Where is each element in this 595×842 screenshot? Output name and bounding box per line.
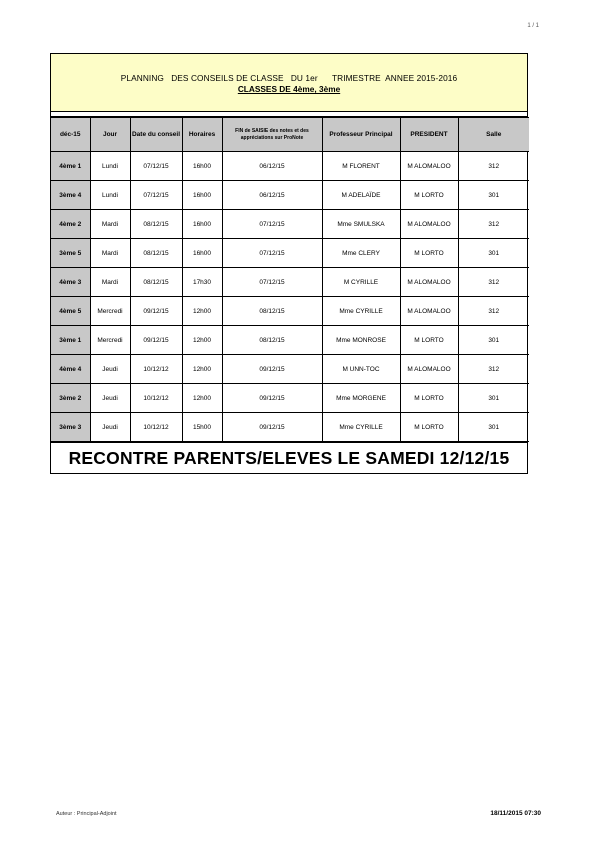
cell-council-date: 08/12/15 bbox=[130, 268, 182, 297]
cell-room: 301 bbox=[458, 326, 529, 355]
cell-grading-deadline: 08/12/15 bbox=[222, 326, 322, 355]
cell-grading-deadline: 06/12/15 bbox=[222, 181, 322, 210]
table-row bbox=[51, 297, 529, 326]
cell-time: 17h30 bbox=[182, 268, 222, 297]
cell-council-date: 08/12/15 bbox=[130, 210, 182, 239]
cell-head-teacher: Mme CYRILLE bbox=[322, 297, 400, 326]
cell-room: 312 bbox=[458, 152, 529, 181]
cell-time: 16h00 bbox=[182, 239, 222, 268]
cell-room: 301 bbox=[458, 384, 529, 413]
schedule-table bbox=[51, 117, 529, 442]
cell-head-teacher: M UNN-TOC bbox=[322, 355, 400, 384]
cell-president: M LORTO bbox=[400, 384, 458, 413]
cell-council-date: 07/12/15 bbox=[130, 152, 182, 181]
document-subtitle: CLASSES DE 4ème, 3ème bbox=[237, 84, 341, 94]
cell-president: M ALOMALOO bbox=[400, 152, 458, 181]
cell-room: 301 bbox=[458, 181, 529, 210]
cell-day: Jeudi bbox=[90, 355, 130, 384]
cell-council-date: 07/12/15 bbox=[130, 181, 182, 210]
cell-room: 312 bbox=[458, 355, 529, 384]
cell-head-teacher: M FLORENT bbox=[322, 152, 400, 181]
table-row bbox=[51, 413, 529, 442]
cell-head-teacher: M CYRILLE bbox=[322, 268, 400, 297]
cell-president: M ALOMALOO bbox=[400, 355, 458, 384]
cell-day: Mardi bbox=[90, 239, 130, 268]
title-box bbox=[51, 54, 527, 112]
cell-grading-deadline: 09/12/15 bbox=[222, 355, 322, 384]
cell-class: 4ème 2 bbox=[51, 210, 90, 239]
cell-grading-deadline: 09/12/15 bbox=[222, 413, 322, 442]
table-row bbox=[51, 181, 529, 210]
cell-president: M LORTO bbox=[400, 181, 458, 210]
cell-grading-deadline: 06/12/15 bbox=[222, 152, 322, 181]
table-row bbox=[51, 152, 529, 181]
table-row bbox=[51, 326, 529, 355]
table-row bbox=[51, 384, 529, 413]
cell-time: 12h00 bbox=[182, 384, 222, 413]
cell-president: M ALOMALOO bbox=[400, 210, 458, 239]
parents-meeting-banner: RECONTRE PARENTS/ELEVES LE SAMEDI 12/12/15 bbox=[51, 442, 527, 473]
cell-president: M LORTO bbox=[400, 326, 458, 355]
cell-room: 301 bbox=[458, 239, 529, 268]
cell-president: M ALOMALOO bbox=[400, 268, 458, 297]
cell-head-teacher: Mme SMULSKA bbox=[322, 210, 400, 239]
page-number: 1 / 1 bbox=[527, 23, 539, 29]
cell-class: 4ème 4 bbox=[51, 355, 90, 384]
cell-time: 16h00 bbox=[182, 181, 222, 210]
print-timestamp: 18/11/2015 07:30 bbox=[490, 810, 541, 817]
cell-time: 16h00 bbox=[182, 152, 222, 181]
cell-council-date: 10/12/12 bbox=[130, 355, 182, 384]
cell-class: 3ème 1 bbox=[51, 326, 90, 355]
header-time: Horaires bbox=[182, 118, 222, 152]
table-header-row bbox=[51, 118, 529, 152]
cell-grading-deadline: 07/12/15 bbox=[222, 268, 322, 297]
cell-head-teacher: Mme MORGENE bbox=[322, 384, 400, 413]
cell-head-teacher: Mme MONROSE bbox=[322, 326, 400, 355]
table-row bbox=[51, 210, 529, 239]
header-room: Salle bbox=[458, 118, 529, 152]
header-month: déc-15 bbox=[51, 118, 90, 152]
cell-day: Jeudi bbox=[90, 384, 130, 413]
cell-day: Mardi bbox=[90, 268, 130, 297]
cell-day: Mardi bbox=[90, 210, 130, 239]
cell-time: 12h00 bbox=[182, 355, 222, 384]
table-row bbox=[51, 239, 529, 268]
cell-council-date: 09/12/15 bbox=[130, 326, 182, 355]
header-council-date: Date du conseil bbox=[130, 118, 182, 152]
cell-council-date: 08/12/15 bbox=[130, 239, 182, 268]
cell-grading-deadline: 08/12/15 bbox=[222, 297, 322, 326]
cell-time: 12h00 bbox=[182, 326, 222, 355]
cell-day: Mercredi bbox=[90, 297, 130, 326]
cell-council-date: 09/12/15 bbox=[130, 297, 182, 326]
author-note: Auteur : Principal-Adjoint bbox=[56, 811, 117, 817]
cell-class: 3ème 3 bbox=[51, 413, 90, 442]
cell-head-teacher: Mme CLERY bbox=[322, 239, 400, 268]
header-head-teacher: Professeur Principal bbox=[322, 118, 400, 152]
table-row bbox=[51, 268, 529, 297]
cell-grading-deadline: 07/12/15 bbox=[222, 210, 322, 239]
cell-room: 312 bbox=[458, 297, 529, 326]
cell-class: 3ème 5 bbox=[51, 239, 90, 268]
cell-president: M ALOMALOO bbox=[400, 297, 458, 326]
cell-room: 301 bbox=[458, 413, 529, 442]
cell-council-date: 10/12/12 bbox=[130, 384, 182, 413]
cell-grading-deadline: 07/12/15 bbox=[222, 239, 322, 268]
header-grading-deadline: FIN de SAISIE des notes et des appréciations sur ProNote bbox=[222, 118, 322, 152]
cell-class: 4ème 5 bbox=[51, 297, 90, 326]
cell-time: 12h00 bbox=[182, 297, 222, 326]
cell-head-teacher: M ADELAÏDE bbox=[322, 181, 400, 210]
document-title: PLANNING DES CONSEILS DE CLASSE DU 1er TRIMESTRE ANNEE 2015-2016 bbox=[120, 73, 458, 83]
cell-head-teacher: Mme CYRILLE bbox=[322, 413, 400, 442]
cell-class: 4ème 3 bbox=[51, 268, 90, 297]
cell-room: 312 bbox=[458, 268, 529, 297]
cell-president: M LORTO bbox=[400, 239, 458, 268]
header-day: Jour bbox=[90, 118, 130, 152]
council-planning-sheet bbox=[50, 53, 528, 474]
cell-president: M LORTO bbox=[400, 413, 458, 442]
table-row bbox=[51, 355, 529, 384]
cell-class: 3ème 2 bbox=[51, 384, 90, 413]
cell-time: 15h00 bbox=[182, 413, 222, 442]
cell-time: 16h00 bbox=[182, 210, 222, 239]
cell-day: Lundi bbox=[90, 181, 130, 210]
cell-day: Lundi bbox=[90, 152, 130, 181]
header-president: PRESIDENT bbox=[400, 118, 458, 152]
cell-room: 312 bbox=[458, 210, 529, 239]
cell-council-date: 10/12/12 bbox=[130, 413, 182, 442]
cell-class: 3ème 4 bbox=[51, 181, 90, 210]
cell-day: Mercredi bbox=[90, 326, 130, 355]
cell-grading-deadline: 09/12/15 bbox=[222, 384, 322, 413]
cell-day: Jeudi bbox=[90, 413, 130, 442]
cell-class: 4ème 1 bbox=[51, 152, 90, 181]
